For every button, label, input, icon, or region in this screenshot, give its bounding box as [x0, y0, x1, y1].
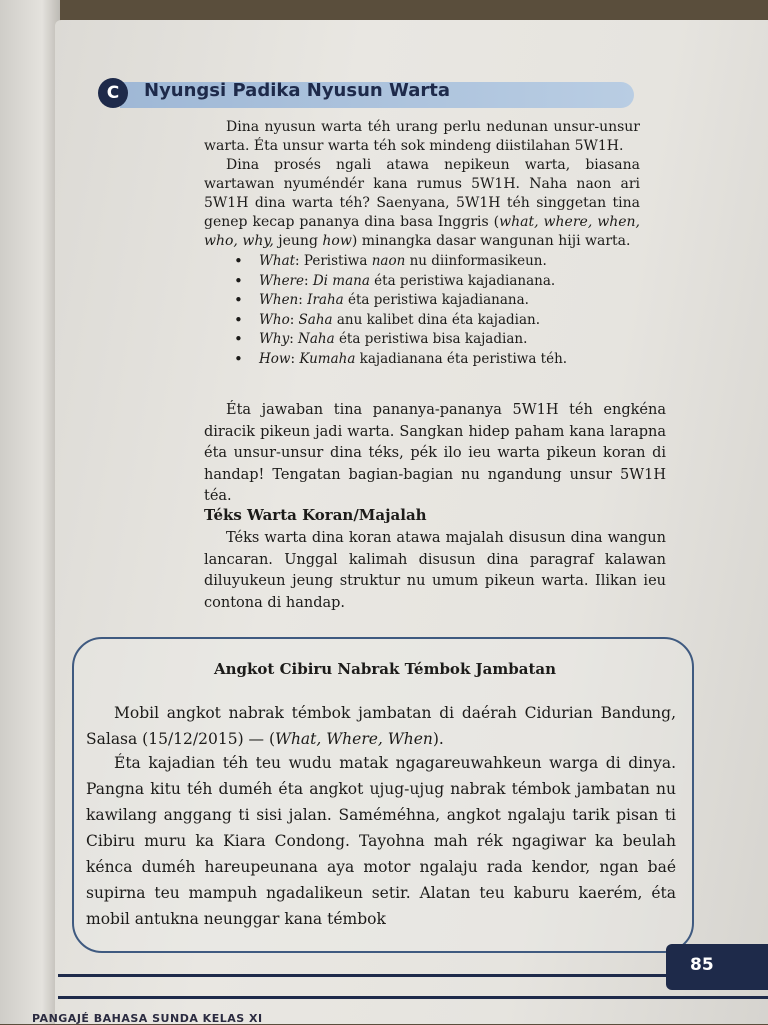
- example-lead-tag: What, Where, When: [275, 730, 433, 748]
- example-lead-end: ).: [432, 730, 444, 748]
- bullet-pre: :: [289, 331, 299, 347]
- bullet-pre: : Peristiwa: [295, 253, 372, 269]
- bullet-post: anu kalibet dina éta kajadian.: [332, 311, 541, 328]
- example-news-lead: [86, 700, 676, 752]
- intro-p2-how: how: [322, 233, 352, 249]
- bullet-question: Kumaha: [299, 350, 356, 367]
- bullet-post: éta peristiwa kajadianana.: [343, 292, 529, 308]
- section-header: [98, 78, 636, 112]
- bullet-term: What: [259, 253, 296, 269]
- bullet-question: Saha: [298, 311, 333, 328]
- example-news-body: Éta kajadian téh teu wudu matak ngagareuwahkeun warga di dinya. Pangna kitu téh duméh éta angkot ujug-ujug nabrak témbok jambatan nu kawilang anggang ti sisi jalan. Saméméhna, angkot ngalaju tarik pisan ti Cibiru muru ka Kiara Condong. Tayohna mah rék ngagiwar ka beulah kénca duméh hareupeunana aya motor ngalaju rada kendor, ngan baé supirna teu mampuh ngadalikeun setir. Alatan teu kaburu kaerém, éta mobil antukna neunggar kana témbok: [86, 754, 676, 928]
- bullet-term: Who: [259, 311, 290, 328]
- section-title: Nyungsi Padika Nyusun Warta: [144, 80, 450, 101]
- bullet-post: éta peristiwa bisa kajadian.: [334, 331, 528, 347]
- bullet-question: Naha: [298, 331, 335, 347]
- bullet-pre: :: [289, 311, 299, 328]
- bullet-question: Iraha: [307, 292, 344, 308]
- section-badge: C: [98, 78, 128, 108]
- bullet-term: When: [259, 292, 299, 308]
- bullet-term: Where: [259, 272, 305, 289]
- bullet-question: Di mana: [312, 272, 370, 289]
- intro-p2-a: Dina prosés ngali atawa nepikeun warta, biasana wartawan nyuméndér kana rumus 5W1H. Naha naon ari 5W1H dina warta téh? Saenyana, 5W1H téh singgetan tina genep kecap pananya dina basa Inggris (: [204, 157, 640, 230]
- paragraph-jawaban: Éta jawaban tina pananya-pananya 5W1H téh engkéna diracik pikeun jadi warta. Sangkan hidep paham kana larapna éta unsur-unsur dina téks, pék ilo ieu warta pikeun koran di handap! Tengatan bagian-bagian nu ngandung unsur 5W1H téa.: [204, 402, 666, 504]
- example-news-title: Angkot Cibiru Nabrak Témbok Jambatan: [214, 660, 557, 678]
- list-item: [232, 291, 612, 311]
- facing-page-edge: [0, 0, 60, 1024]
- list-item: [232, 311, 612, 331]
- footer-rule: [58, 974, 666, 977]
- intro-p2-b: jeung: [273, 233, 323, 249]
- bullet-pre: :: [290, 350, 300, 367]
- paragraph-teks-warta: Téks warta dina koran atawa majalah disusun dina wangun lancaran. Unggal kalimah disusun dina paragraf kalawan diluyukeun jeung struktur nu umum pikeun warta. Ilikan ieu contona di handap.: [204, 530, 666, 611]
- running-footer: PANGAJÉ BAHASA SUNDA KELAS XI: [32, 1012, 263, 1025]
- bullet-pre: :: [298, 292, 308, 308]
- intro-p2-c: ) minangka dasar wangunan hiji warta.: [351, 233, 631, 249]
- bullet-post: kajadianana éta peristiwa téh.: [355, 350, 568, 367]
- list-item: [232, 272, 612, 292]
- bullet-pre: :: [304, 272, 313, 289]
- page-number-tab: [666, 944, 768, 990]
- page-number: 85: [690, 955, 714, 975]
- intro-p2-terms: what, where, when, who, why,: [204, 214, 640, 249]
- bullet-post: nu diinformasikeun.: [405, 253, 547, 269]
- list-item: [232, 350, 612, 370]
- bullet-post: éta peristiwa kajadianana.: [369, 272, 556, 289]
- intro-paragraph-2: [204, 156, 640, 251]
- bullet-question: naon: [371, 253, 406, 269]
- example-lead-text: Mobil angkot nabrak témbok jambatan di daérah Cidurian Bandung, Salasa (15/12/2015) — (: [86, 704, 676, 748]
- bullet-term: Why: [259, 331, 290, 347]
- footer-rule-lower: [58, 996, 768, 999]
- 5w1h-list: [232, 252, 612, 369]
- list-item: [232, 252, 612, 272]
- subheading-teks-warta: Téks Warta Koran/Majalah: [204, 506, 427, 524]
- intro-paragraph-1: Dina nyusun warta téh urang perlu nedunan unsur-unsur warta. Éta unsur warta téh sok mindeng diistilahan 5W1H.: [204, 119, 640, 154]
- list-item: [232, 330, 612, 350]
- bullet-term: How: [259, 350, 291, 367]
